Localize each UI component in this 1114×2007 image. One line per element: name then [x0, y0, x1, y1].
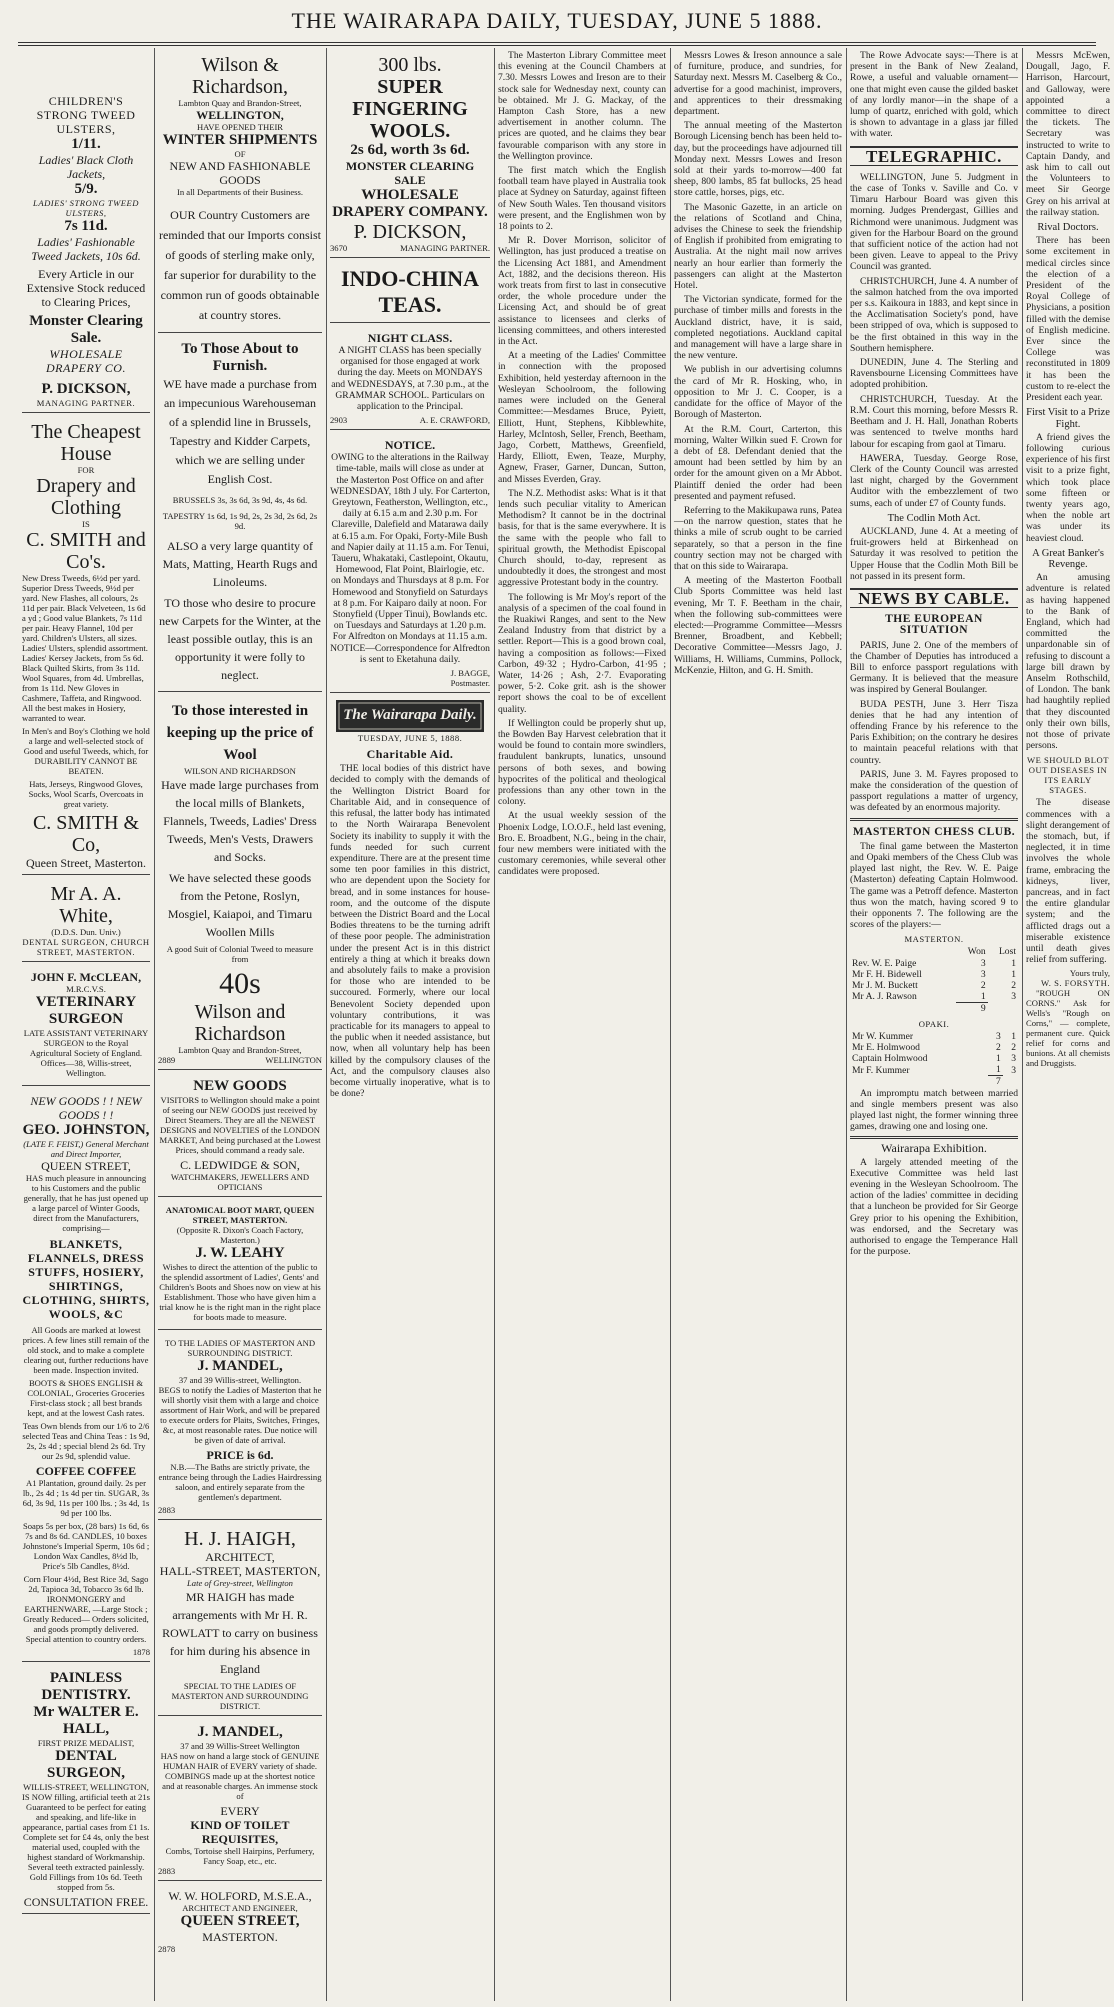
advert-mcclean-vet [22, 966, 150, 1086]
advert-heading: INDO-CHINA TEAS. [340, 266, 480, 317]
advert-heading: Drapery and Clothing [36, 475, 136, 519]
table-header-row [850, 946, 1018, 957]
table-cell [1003, 1076, 1018, 1088]
column-6 [846, 50, 1022, 2001]
news-item: A meeting of the Masterton Football Club Sports Committee was held last evening, Mr T. F. Beetham in the chair, when the following sub-committees were elected:—Programme Committee—Messrs Brenner, Broadbent, and Kebbell; Decorative Committee—Messrs Jago, J. Williams, H. Williams, Cummins, Pollock, McKenzie, Hilton, and G. H. Smith. [674, 575, 842, 676]
advert-city: WELLINGTON [265, 1055, 322, 1065]
advert-heading: NOTICE. [384, 438, 436, 453]
advert-heading: 300 lbs. [378, 54, 442, 76]
advert-name: A. E. CRAWFORD, [419, 415, 490, 426]
table-row [850, 969, 1018, 980]
news-item: The following is Mr Moy's report of the analysis of a specimen of the coal found in the Ruakiwi Ranges, and sent to the New Zealand Industry from that district by a settler. Report—This is a good brown coal, having a composition as follows:—Fixed Carbon, 49·32 ; Hydro-Carbon, 41·95 ; Water, 14·26 ; Ash, 2·7. Evaporating power, 5·2. Coke grit. ash is the shower report shows the coal to be of excellent quality. [498, 591, 666, 715]
news-item: The disease commences with a slight derangement of the stomach, but, if neglected, it in time involves the whole frame, embracing the kidneys, liver, pancreas, and in fact the entire glandular system; and the afflicted drags out a miserable existence until death gives relief from suffering. [1026, 797, 1110, 966]
advert-price: 1/11. [71, 136, 101, 152]
news-item: Messrs McEwen, Dougall, Jago, F. Harrison, Harcourt, and Galloway, were appointed a committee to direct the tickets. The Secretary was instructed to write to Captain Dandy, and ask him to call out the Volunteers to meet Sir George Grey on his arrival at the railway station. [1026, 50, 1110, 218]
player-won: 1 [995, 1064, 1001, 1076]
news-item: A largely attended meeting of the Executive Committee was held last evening in the Wesleyan Schoolroom. The action of the ladies' committee in deciding that a luncheon be provided for Sir George Grey prior to his opening the Exhibition, was endorsed, and the Secretary was authorised to engage the Temperance Hall for the purpose. [850, 1156, 1018, 1258]
advert-title: ARCHITECT AND ENGINEER, [182, 1903, 298, 1913]
telegram-item: WELLINGTON, June 5. Judgment in the case of Tonks v. Saville and Co. v Timaru Harbour Board was given this morning. Judges Prendergast, Gillies and Richmond were unanimous. Judgment was given for the Harbour Board on the ground that sufficient notice of the action had not been given. Leave to appeal to the Privy Council was granted. [850, 171, 1018, 273]
letter-signoff: Yours truly, [1069, 968, 1110, 979]
news-item: The Masterton Library Committee meet this evening at the Council Chambers at 7.30. Messrs Lowes and Ireson are to their stock sale for Wednesday next, county can be obtained. Mr J. G. Mackay, of the Hampton Cash Store, has a new advertisement in another column. The prices are quoted, and he claims they bear favourable comparison with any store in the Wellington province. [498, 50, 666, 162]
advert-ledwidge [158, 1074, 322, 1197]
advert-body: TO those who desire to procure new Carpets for the Winter, at the least possible outlay, this is an opportunity it were folly to neglect. [159, 596, 321, 682]
advert-sub: M.R.C.V.S. [66, 984, 106, 994]
advert-address: HALL-STREET, MASTERTON, [159, 1564, 321, 1578]
advert-street: QUEEN STREET, [41, 1159, 131, 1173]
player-lost: 1 [1011, 1030, 1016, 1042]
advert-body: Corn Flour 4½d, Best Rice 3d, Sago 2d, Tapioca 3d, Tobacco 3s 6d lb. IRONMONGERY and EARTHENWARE, —Large Stock ; Greatly Reduced— Orders solicited, and goods promptly delivered. Special attention to country orders. [23, 1574, 149, 1644]
section-heading-rival-doctors: Rival Doctors. [1037, 222, 1099, 234]
advert-price: 40s [219, 967, 261, 1000]
advert-heading: To those interested in keeping up the price of Wool [166, 703, 314, 763]
advert-body: Hats, Jerseys, Ringwood Gloves, Socks, Wool Scarfs, Overcoats in great variety. [28, 779, 144, 809]
advert-sub: (LATE F. FEIST,) General Merchant and Direct Importer, [23, 1139, 149, 1159]
team-total: 7 [988, 1076, 1003, 1088]
advert-number: 2878 [158, 1944, 176, 1954]
player-lost: 2 [1011, 980, 1016, 992]
advert-sub: (Opposite R. Dixon's Coach Factory, Masterton.) [176, 1225, 304, 1245]
advert-body: Have made large purchases from the local mills of Blankets, Flannels, Tweeds, Ladies' Dress Tweeds, Men's Vests, Drawers and Socks. [161, 778, 319, 864]
news-item: At a meeting of the Ladies' Committee in connection with the proposed Exhibition, held yesterday afternoon in the Wesleyan Schoolroom, the following names were included on the General Committee:—Mesdames Bruce, Pyiett, Elliott, Hunt, Stephens, Kibblewhite, Harley, McIntosh, Seller, French, Beetham, Jago, Corbett, Matthews, Greenfield, Hardy, Elliott, Ewen, Teaze, Murphy, Agnew, Fraser, Garner, Duncan, Sutton, and Misses Everden, Gray. [498, 350, 666, 485]
advert-footer-row [158, 1055, 322, 1065]
advert-post-office-notice [330, 434, 490, 693]
cable-item: PARIS, June 3. M. Fayres proposed to make the consideration of the question of passport regulations a matter of urgency, was defeated by an enormous majority. [850, 768, 1018, 814]
advert-furnish [158, 337, 322, 692]
news-item: The Masonic Gazette, in an article on the relations of Scotland and China, advises the Chinese to seek the friendship of English if prohibited from emigrating to Australia. At the night mail now arrives nearly an hour earlier than formerly the passengers can alight at the Masterton Hotel. [674, 201, 842, 292]
player-name: Mr W. Kummer [852, 1030, 914, 1042]
table-header [850, 946, 956, 957]
advert-holford [158, 1885, 322, 1958]
section-heading-disease: WE SHOULD BLOT OUT DISEASES IN ITS EARLY STAGES. [1027, 755, 1109, 796]
advert-body: OUR Country Customers are reminded that our Imports consist of goods of sterling make only, far superior for durability to the common run of goods obtainable at country stores. [159, 208, 321, 322]
advert-footer: Queen Street, Masterton. [26, 856, 146, 870]
advert-list: Combs, Tortoise shell Hairpins, Perfumery, Fancy Soap, etc., etc. [165, 1846, 315, 1866]
masthead-title: THE WAIRARAPA DAILY, TUESDAY, JUNE 5 1888. [291, 8, 823, 33]
player-lost: 2 [1011, 1041, 1016, 1053]
chess-report: The final game between the Masterton and Opaki members of the Chess Club was played last night, the Rev. W. E. Paige (Masterton) defeating Captain Holmwood. The game was a Petroff defence. Masterton thus won the match, having scored 9 to their opponents 7. The following are the scores of the players:— [850, 840, 1018, 931]
advert-line: EVERY [220, 1804, 260, 1818]
player-name: Mr F. H. Bidewell [852, 968, 922, 980]
advert-note: SPECIAL TO THE LADIES OF MASTERTON AND SURROUNDING DISTRICT. [171, 1681, 309, 1711]
subheading-european-situation: THE EUROPEAN SITUATION [885, 613, 983, 637]
advert-name: GEO. JOHNSTON, [22, 1122, 150, 1138]
advert-body: LATE ASSISTANT VETERINARY SURGEON to the Royal Agricultural Society of England. Offices—38, Willis-street, Wellington. [23, 1028, 149, 1078]
advert-sub: Late of Grey-street, Wellington [187, 1578, 293, 1588]
advert-body: WILLIS-STREET, WELLINGTON, IS NOW filling, artificial teeth at 21s Guaranteed to be perfect for eating and speaking, and life-like in appearance, partial cases from £1 1s. Complete set for £4 4s, only the best material used, coupled with the highest standard of Workmanship. Several teeth extracted painlessly. Gold Fillings from 10s 6d. Teeth stopped from 5s. [22, 1782, 150, 1892]
advert-title: WINTER SHIPMENTS [162, 132, 318, 148]
advert-city: MASTERTON. [202, 1930, 278, 1944]
advert-fingering-wools [330, 50, 490, 258]
player-name: Captain Holmwood [852, 1053, 928, 1065]
news-item: The annual meeting of the Masterton Borough Licensing bench has been held to-day, but the proceedings have adjourned till Monday next. Messrs Lowes and Ireson sold at their yards to-morrow—400 fat sheep, 800 lambs, 85 fat bullocks, 25 head store cattle, horses, pigs, etc. [674, 120, 842, 199]
news-item: Messrs Lowes & Ireson announce a sale of furniture, produce, and sundries, for Saturday next. Messrs M. Caselberg & Co., advertise for a good machinist, improvers, and apprentices to their dressmaking department. [674, 50, 842, 118]
advert-name: Mr A. A. White, [50, 883, 122, 927]
advert-footer-row [330, 415, 490, 425]
advert-name: J. W. LEAHY [195, 1245, 285, 1261]
team-total: 9 [956, 1003, 987, 1015]
advert-body: We have selected these goods from the Petone, Roslyn, Mosgiel, Kaiapoi, and Timaru Woollen Mills [167, 871, 313, 939]
masthead-rule [18, 42, 1096, 43]
news-item: Mr R. Dover Morrison, solicitor of Wellington, has just produced a treatise on the Licensing Act 1881, and Amendment Act, 1882, and the decisions thereon. His work treats from first to last in consecutive order, the whole procedure under the Licensing Act, and should be of great assistance to licensees and clerks of licensing committees, and others interested in the Act. [498, 235, 666, 348]
player-won: 3 [980, 957, 986, 969]
advert-heading: NIGHT CLASS. [367, 331, 453, 345]
section-heading-prize-fight: First Visit to a Prize Fight. [1026, 407, 1110, 430]
advert-heading: COFFEE COFFEE [35, 1464, 137, 1478]
advert-body: OWING to the alterations in the Railway time-table, mails will close as under at the Masterton Post Office on and after WEDNESDAY, 18th J uly. For Carterton, Greytown, Featherston, Wellington, etc., daily at 6.15 a.m and 2.30 p.m. For Clareville, Dalefield and Matarawa daily at 6.15 a.m. For Opaki, Forty-Mile Bush and Napier daily at 11.15 a.m. For Tenui, Taueru, Whakataki, Castlepoint, Okautu, Homewood, Flat Point, Blairlogie, etc. on Mondays and Thursdays at 8 p.m. For Homewood and Stonyfield on Saturdays at 8 p.m. For Kaiparo daily at noon. For Stonyfield (Upper Tinui), Bowlands etc. on Tuesdays and Saturdays at 1.20 p.m. For Alfredton on Mondays at 11.15 a.m. NOTICE—Correspondence for Alfredton is sent to Eketahuna daily. [330, 452, 490, 665]
advert-sub: NEW AND FASHIONABLE GOODS [169, 159, 311, 187]
advert-dickson-clearing [22, 50, 150, 413]
advert-line: LADIES' STRONG TWEED ULSTERS, [33, 198, 139, 218]
player-lost: 3 [1011, 991, 1016, 1003]
advert-line: DENTAL SURGEON, CHURCH STREET, MASTERTON. [22, 937, 150, 957]
advert-body: WE have made a purchase from an impecunious Warehouseman of a splendid line in Brussels, Tapestry and Kidder Carpets, which we are selling under English Cost. [163, 377, 317, 486]
table-row [850, 1042, 1018, 1053]
advert-price: 5/9. [74, 181, 98, 197]
advert-sale: MONSTER CLEARING SALE [345, 159, 475, 187]
editorial-body: THE local bodies of this district have decided to comply with the demands of the Wellington District Board for Charitable Aid, and in consequence of this refusal, the latter body has intimated to the North Wairarapa Benevolent Society its inability to supply it with the funds needed for such current expenditure. There are at the present time some ten poor families in this district, who are dependent upon the Society for bread, and in some instances for house-room, and the outcome of the dispute between the District Board and the Local Bodies threatens to be the turning adrift of these poor people. The administration under the present Act is in this district entirely a thing at which it breaks down and absolutely fails to make a provision for those who are intended to be succoured. Formerly, where our local Benevolent Society depended upon voluntary contributions, it was practicable for its managers to appeal to the public when it needed assistance, but now, when all voluntary help has been killed by the compulsory clauses of the Act, and the compulsory clauses also become virtually inoperative, what is to be done? [330, 763, 490, 1100]
column-2 [154, 50, 326, 2001]
paper-name: The Wairarapa Daily. [343, 707, 477, 724]
table-cell [850, 1003, 956, 1015]
telegram-item: HAWERA, Tuesday. George Rose, Clerk of the County Council was arrested last night, charged by the Government Auditor with the embezzlement of two sums, each of under £7 of County funds. [850, 452, 1018, 509]
advert-line: OF [234, 149, 246, 159]
section-heading-banker: A Great Banker's Revenge. [1032, 547, 1104, 570]
advert-body: A1 Plantation, ground daily. 2s per lb., 2s 4d ; 1s 4d per tin. SUGAR, 3s 6d, 3s 9d, 11s per 100 lbs. ; 3s 4d, 1s 9d per 100 lbs. [22, 1478, 150, 1518]
chess-score-table-masterton [850, 946, 1018, 1014]
advert-body: A NIGHT CLASS has been specially organised for those engaged at work during the day. Meets on MONDAYS and WEDNESDAYS, at 7.30 p.m., at the GRAMMAR SCHOOL. Particulars on application to the Principal. [331, 345, 489, 413]
advert-footer: Wilson and Richardson [194, 1001, 286, 1045]
advert-body: HAS much pleasure in announcing to his Customers and the public generally, that he has just opened up a large parcel of Winter Goods, direct from the Manufacturers, comprising— [23, 1173, 149, 1233]
chess-score-table-opaki [850, 1031, 1018, 1088]
cable-item: BUDA PESTH, June 3. Herr Tisza denies that he had any intention of offending France by his reference to the Paris Exhibition; on the contrary he desires to maintain peaceful relations with that country. [850, 698, 1018, 766]
news-item: The Victorian syndicate, formed for the purchase of timber mills and forests in the Auckland district, have, it is said, completed negotiations. Auckland capital and management will have a large share in the new venture. [674, 294, 842, 362]
advert-line: Every Article in our Extensive Stock reduced to Clearing Prices, [26, 267, 146, 309]
column-1 [18, 50, 154, 2001]
advert-haigh [158, 1524, 322, 1716]
advert-address: 37 and 39 Willis-Street Wellington [180, 1741, 300, 1751]
advert-mandel-baths [158, 1334, 322, 1520]
telegram-item: DUNEDIN, June 4. The Sterling and Ravensbourne Licensing Committees have adopted prohibition. [850, 357, 1018, 391]
divider [850, 818, 1018, 821]
player-won: 3 [980, 968, 986, 980]
news-item: The Rowe Advocate says:—There is at present in the Bank of New Zealand, Rowe, a useful and valuable ornament—one that might even cause the gilded basket of any lordly manor—in the shape of a lump of quartz, enriched with gold, which is shown to advantage in a glass jar filled with water. [850, 50, 1018, 140]
advert-city: WELLINGTON, [196, 108, 284, 122]
news-item: A friend gives the following curious experience of his first visit to a prize fight, which took place some fifteen or twenty years ago, when the noble art was under its heaviest cloud. [1026, 431, 1110, 544]
advert-indo-china-teas [330, 262, 490, 323]
advert-wilson-richardson [158, 50, 322, 333]
table-header: Won [967, 946, 986, 958]
advert-heading: NEW GOODS ! ! NEW GOODS ! ! [30, 1094, 142, 1122]
divider [850, 1136, 1018, 1139]
table-row [850, 980, 1018, 991]
advert-name: C. SMITH and Co's. [26, 529, 146, 573]
advert-heading: To Those About to Furnish. [181, 341, 299, 374]
advert-name: J. BAGGE, [450, 668, 490, 679]
advert-name: J. MANDEL, [197, 1358, 283, 1374]
advert-body: ALSO a very large quantity of Mats, Matting, Hearth Rugs and Linoleums. [162, 539, 318, 589]
section-heading-cable: NEWS BY CABLE. [850, 588, 1018, 608]
advert-address: Lambton Quay and Brandon-Street, [178, 98, 302, 108]
advert-name: WILSON AND RICHARDSON [184, 766, 296, 776]
advert-heading: PAINLESS DENTISTRY. [41, 1670, 131, 1703]
section-heading-telegraphic: TELEGRAPHIC. [850, 146, 1018, 166]
advert-boot-mart [158, 1201, 322, 1330]
advert-body: Soaps 5s per box, (28 bars) 1s 6d, 6s 7s and 8s 6d. CANDLES, 10 boxes Johnstone's Imperial Sperm, 10s 6d ; London Wax Candles, 8½d lb, Price's 5lb Candles, 8½d. [22, 1521, 150, 1571]
advert-name: W. W. HOLFORD, M.S.E.A., [168, 1889, 312, 1903]
player-name: Mr F. Kummer [852, 1064, 910, 1076]
advert-body: Teas Own blends from our 1/6 to 2/6 selected Teas and China Teas : 1s 9d, 2s, 2s 4d ; special blend 2s 6d. Try our 2s 9d, splendid value. [22, 1421, 150, 1461]
news-item: An amusing adventure is related as having happened to the Bank of England, which had committed the unpardonable sin of refusing to discount a large bill drawn by Anselm Rothschild, of London. The bank had haughtily replied that they discounted only their own bills, not those of private persons. [1026, 572, 1110, 752]
advert-footer-row [330, 243, 490, 253]
advert-address: Lambton Quay and Brandon-Street, [178, 1045, 302, 1055]
advert-night-class [330, 327, 490, 430]
news-item: Referring to the Makikupawa runs, Patea—on the narrow question, states that he thinks a mile of scrub ought to be carried separately, so that a person in the fine country section may not be charged with that on this side to Wairarapa. [674, 504, 842, 572]
column-4 [494, 50, 670, 2001]
advert-address: 37 and 39 Willis-street, Wellington. [178, 1375, 302, 1385]
advert-name: Mr WALTER E. HALL, [33, 1704, 139, 1737]
player-won: 1 [980, 991, 986, 1003]
advert-wool-price [158, 696, 322, 1070]
advert-number: 3670 [330, 243, 348, 253]
advert-name: JOHN F. McCLEAN, [30, 970, 142, 984]
letter-signer-name: W. S. FORSYTH. [1040, 978, 1110, 989]
player-name: Mr A. J. Rawson [852, 991, 917, 1003]
chess-team-heading: OPAKI. [918, 1018, 950, 1029]
advert-name: P. DICKSON, [353, 221, 467, 243]
news-item: We publish in our advertising columns the card of Mr R. Hosking, who, in opposition to Mr J. C. Cooper, is a candidate for the office of Mayor of the Borough of Masterton. [674, 364, 842, 421]
advert-heading: TO THE LADIES OF MASTERTON AND SURROUNDING DISTRICT. [164, 1338, 316, 1358]
table-row [850, 991, 1018, 1003]
advert-line: HAVE OPENED THEIR [196, 122, 284, 132]
advert-name: Wilson & Richardson, [191, 54, 289, 98]
advert-sub: (D.D.S. Dun. Univ.) [51, 927, 121, 937]
masthead-rule-2 [18, 45, 1096, 46]
advert-line: In all Departments of their Business. [176, 187, 303, 197]
advert-name: H. J. HAIGH, [184, 1528, 296, 1550]
advert-title: DENTAL SURGEON, [47, 1748, 125, 1781]
subheading-codlin-moth: The Codlin Moth Act. [887, 512, 981, 524]
advert-note: N.B.—The Baths are strictly private, the entrance being through the Ladies Hairdressing saloon, and entirely separate from the gentlemen's department. [158, 1462, 322, 1502]
advert-white-dentist [22, 879, 150, 962]
player-won: 2 [980, 980, 986, 992]
advert-name: J. MANDEL, [197, 1724, 283, 1740]
advert-prices: BRUSSELS 3s, 3s 6d, 3s 9d, 4s, 4s 6d. [172, 495, 308, 505]
advert-price: 7s 11d. [64, 218, 108, 234]
advert-heading: NEW GOODS [193, 1078, 287, 1094]
advert-footer: "ROUGH ON CORNS." Ask for Wells's "Rough on Corns," — complete, permanent cure. Quick relief for corns and bunions. At all chemists and Druggists. [1026, 988, 1110, 1069]
advert-signer-title: MANAGING PARTNER. [36, 398, 136, 408]
advert-sub: WHOLESALE DRAPERY CO. [46, 347, 126, 375]
paper-nameplate [330, 699, 490, 743]
advert-name: Monster Clearing Sale. [29, 313, 143, 346]
advert-number: 2889 [158, 1055, 176, 1065]
advert-street: QUEEN STREET, [180, 1913, 300, 1929]
advert-johnston-goods [22, 1090, 150, 1662]
player-won: 2 [995, 1041, 1001, 1053]
advert-body: Wishes to direct the attention of the public to the splendid assortment of Ladies', Gents' and Children's Boots and Shoes now on view at his Establishment. Those who have given him a trial know he is the right man in the right place for boots made to measure. [159, 1262, 321, 1322]
advert-line: CHILDREN'S STRONG TWEED ULSTERS, [36, 94, 136, 136]
player-name: Mr J. M. Buckett [852, 980, 918, 992]
column-5 [670, 50, 846, 2001]
table-cell [850, 1076, 988, 1088]
advert-line: Ladies' Fashionable Tweed Jackets, 10s 6d. [31, 235, 141, 263]
advert-smith-drapery [22, 417, 150, 875]
advert-footer: CONSULTATION FREE. [23, 1895, 149, 1909]
advert-body: HAS now on hand a large stock of GENUINE HUMAN HAIR of EVERY variety of shade. COMBINGS made up at the shortest notice and at reasonable charges. An immense stock of [160, 1751, 320, 1801]
telegram-item: AUCKLAND, June 4. At a meeting of fruit-growers held at Birkenhead on Saturday it was resolved to petition the Upper House that the Codlin Moth Bill be not passed in its present form. [850, 525, 1018, 582]
advert-heading: ANATOMICAL BOOT MART, QUEEN STREET, MASTERTON. [165, 1205, 315, 1225]
advert-sub: FIRST PRIZE MEDALIST, [37, 1738, 135, 1748]
advert-number: 1878 [132, 1647, 150, 1657]
advert-hall-dentist [22, 1666, 150, 1914]
advert-number: 2903 [330, 415, 348, 426]
advert-sub: WATCHMAKERS, JEWELLERS AND OPTICIANS [170, 1172, 310, 1192]
table-header: Lost [998, 946, 1016, 958]
news-item: There has been some excitement in medical circles since the election of a President of the Royal College of Physicians, a position filled with the demise of English medicine. Ever since the College was reconstituted in 1809 it has been the custom to re-elect the President each year. [1026, 235, 1110, 404]
advert-body: All Goods are marked at lowest prices. A few lines still remain of the old stock, and to make a complete clearing out, further reductions have been made. Inspection invited. [22, 1325, 150, 1375]
advert-title: SUPER FINGERING WOOLS. [352, 76, 468, 142]
advert-name: C. LEDWIDGE & SON, [180, 1158, 300, 1172]
column-7 [1022, 50, 1114, 2001]
advert-line: IS [82, 519, 90, 529]
table-row [850, 1053, 1018, 1064]
advert-line: Ladies' Black Cloth Jackets, [38, 153, 134, 181]
player-won: 3 [995, 1030, 1001, 1042]
news-item: If Wellington could be properly shut up, the Bowden Bay Harvest celebration that it would be found to contain more swindlers, fraudulent bankrupts, lunatics, unsound persons of both sexes, and bowing hypocrites of the political and theological professions than any other town in the colony. [498, 717, 666, 808]
chess-report: An impromptu match between married and single members present was also played last night, the former winning three games, drawing one and losing one. [850, 1087, 1018, 1133]
advert-title: Postmaster. [450, 678, 490, 689]
advert-price: 2s 6d, worth 3s 6d. [350, 142, 470, 158]
player-lost: 3 [1011, 1064, 1016, 1076]
editorial-heading: Charitable Aid. [366, 747, 454, 762]
advert-mandel-hair [158, 1720, 322, 1881]
advert-heading: The Cheapest House [31, 421, 141, 465]
advert-number: 2883 [158, 1505, 176, 1515]
advert-body: BEGS to notify the Ladies of Masterton that he will shortly visit them with a large and choice assortment of Hair Work, and will be prepared to execute orders for Plaits, Switches, Fringes, &c, at most reasonable rates. Due notice will be given of date of arrival. [158, 1385, 322, 1445]
table-row [850, 1064, 1018, 1076]
advert-signer: P. DICKSON, [41, 381, 131, 397]
news-item: At the R.M. Court, Carterton, this morning, Walter Wilkin sued F. Crown for a debt of £8. Defendant denied that the amount had been settled by him by an order for the amount given on a Mr Abbot. Plaintiff denied the order had been presented and payment refused. [674, 423, 842, 502]
table-total-row [850, 1003, 1018, 1015]
advert-title: VETERINARY SURGEON [35, 994, 137, 1027]
advert-footer: C. SMITH & Co, [32, 812, 140, 856]
advert-title: MANAGING PARTNER. [400, 243, 490, 253]
section-heading-chess: MASTERTON CHESS CLUB. [852, 825, 1016, 838]
chess-team-heading: MASTERTON. [904, 934, 964, 945]
section-heading-exhibition: Wairarapa Exhibition. [881, 1141, 987, 1156]
column-3 [326, 50, 494, 2001]
advert-body: A good Suit of Colonial Tweed to measure from [166, 944, 314, 964]
table-row [850, 958, 1018, 969]
news-item: At the usual weekly session of the Phoenix Lodge, I.O.O.F., held last evening, Bro. E. Broadbent, N.G., being in the chair, four new members were initiated with the customary ceremonies, while several other candidates were proposed. [498, 810, 666, 878]
player-name: Mr E. Holmwood [852, 1041, 920, 1053]
advert-number: 2883 [158, 1866, 176, 1876]
advert-prices: TAPESTRY 1s 6d, 1s 9d, 2s, 2s 3d, 2s 6d, 2s 9d. [162, 511, 318, 531]
news-item: The first match which the English football team have played in Australia took place at Sydney on Saturday, against fifteen of New South Wales. Ten thousand visitors were present, and the Englishmen won by 18 points to 2. [498, 165, 667, 233]
advert-price: PRICE is 6d. [206, 1448, 274, 1462]
advert-line: KIND OF TOILET REQUISITES, [190, 1818, 290, 1846]
player-lost: 1 [1011, 957, 1016, 969]
player-won: 1 [995, 1053, 1001, 1065]
advert-body: BOOTS & SHOES ENGLISH & COLONIAL, Groceries Groceries First-class stock ; all best brands kept, and at the lowest Cash rates. [27, 1378, 145, 1418]
player-name: Rev. W. E. Paige [852, 957, 917, 969]
telegram-item: CHRISTCHURCH, June 4. A number of the salmon hatched from the ova imported per s.s. Kaikoura in 1883, and kept since in the Acclimatisation Society's pond, have been stripped of ova, which is supposed to be the first obtained in this way in the Southern hemisphere. [850, 275, 1018, 354]
news-item: The N.Z. Methodist asks: What is it that lends such peculiar vitality to American Methodism? It cannot be in the doctrinal basis, for that is the same everywhere. It is the same with the people who fall to spiritual growth, the Methodist Episcopal Church should, to-day, represent as undoubtedly it does, the strongest and most aggressive Protestant body in the country. [498, 487, 666, 589]
advert-sub: WHOLESALE DRAPERY COMPANY. [332, 187, 488, 220]
table-cell [988, 1003, 1018, 1015]
advert-body: New Dress Tweeds, 6½d per yard. Superior Dress Tweeds, 9½d per yard. New Flashes, all colours, 2s 11d per pair. Black Velveteen, 1s 6d a yd ; Good value Blankets, 7s 11d per pair. Heavy Flannel, 10d per yard. Children's Ulsters, all sizes. Ladies' Ulsters, splendid assortment. Ladies' Kersey Jackets, from 5s 6d. Black Quilted Skirts, from 3s 11d. Wool Squares, from 4d. Umbrellas, from 1s 11d. New Gloves in Cashmere, Taffeta, and Ringwood. All the best makes in Hosiery, warranted to wear. [22, 573, 148, 723]
telegram-item: CHRISTCHURCH, Tuesday. At the R.M. Court this morning, before Messrs R. Beetham and J. H. Hall, Jonathan Roberts was sentenced to twelve months hard labour for escaping from gaol at Timaru. [850, 393, 1018, 450]
advert-title: ARCHITECT, [205, 1550, 275, 1564]
table-total-row [850, 1076, 1018, 1088]
advert-body: In Men's and Boy's Clothing we hold a large and well-selected stock of Good and useful Tweeds, which, for DURABILITY CANNOT BE BEATEN. [22, 726, 150, 776]
player-lost: 3 [1011, 1053, 1016, 1065]
player-lost: 1 [1011, 968, 1016, 980]
table-row [850, 1031, 1018, 1042]
advert-body: MR HAIGH has made arrangements with Mr H. R. ROWLATT to carry on business for him during his absence in England [162, 1590, 318, 1676]
advert-body: VISITORS to Wellington should make a point of seeing our NEW GOODS just received by Direct Steamers. They are all the NEWEST DESIGNS and NOVELTIES of the LONDON MARKET, And being purchased at the Lowest Prices, should command a ready sale. [159, 1095, 321, 1155]
advert-list: BLANKETS, FLANNELS, DRESS STUFFS, HOSIERY, SHIRTINGS, CLOTHING, SHIRTS, WOOLS, &C [22, 1237, 150, 1321]
cable-item: PARIS, June 2. One of the members of the Chamber of Deputies has introduced a Bill to enforce passport regulations with Germany. It is believed that the measure was inspired by General Boulanger. [850, 639, 1018, 696]
paper-date: TUESDAY, JUNE 5, 1888. [357, 733, 463, 744]
advert-line: FOR [77, 465, 95, 475]
